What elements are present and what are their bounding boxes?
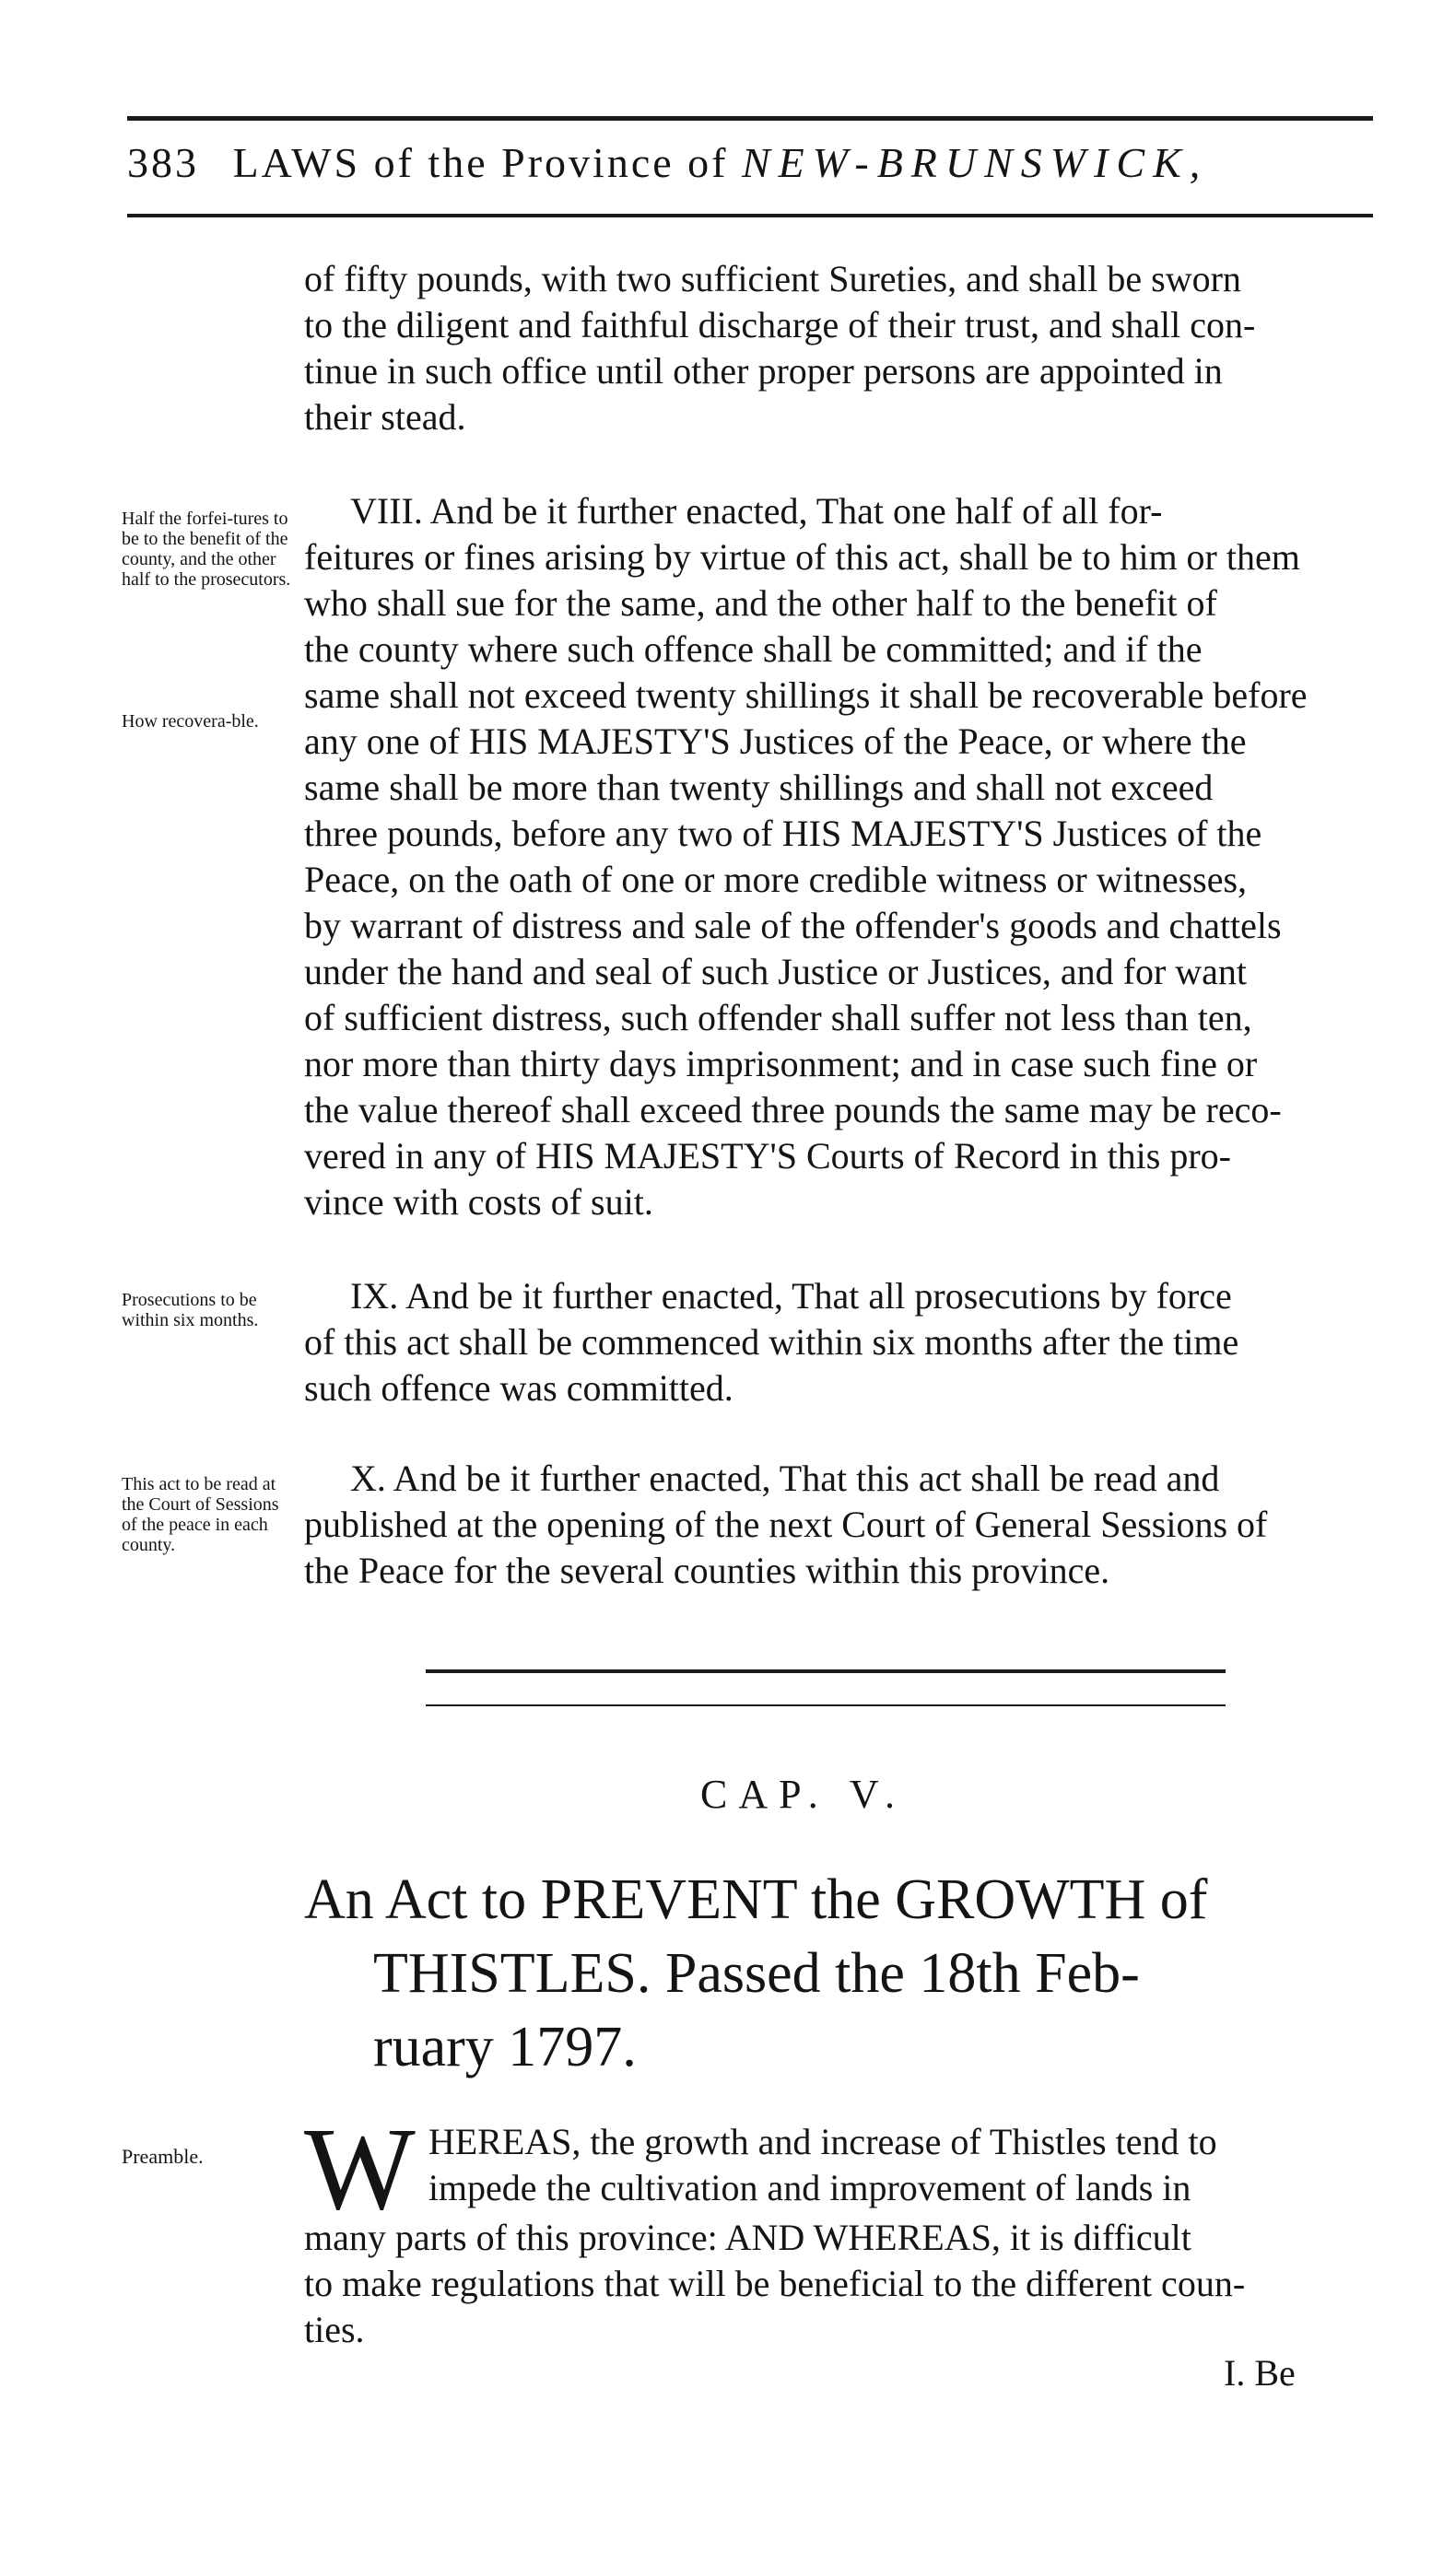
text-line: to make regulations that will be beneficial to the different coun- <box>304 2263 1246 2304</box>
header-province: NEW-BRUNSWICK, <box>741 139 1209 186</box>
text-line: published at the opening of the next Court of General Sessions of <box>304 1504 1268 1545</box>
page-number: 383 <box>127 139 199 186</box>
text-line: the value thereof shall exceed three pounds the same may be reco- <box>304 1089 1282 1130</box>
text-line: same shall be more than twenty shillings and shall not exceed <box>304 767 1214 808</box>
margin-note-preamble: Preamble. <box>122 2145 204 2168</box>
text-line: X. And be it further enacted, That this act shall be read and <box>350 1458 1220 1499</box>
text-line: ties. <box>304 2309 365 2350</box>
text-line: to the diligent and faithful discharge of their trust, and shall con- <box>304 304 1256 345</box>
running-header <box>127 138 1371 187</box>
header-top-rule <box>127 116 1373 121</box>
text-line: any one of HIS MAJESTY'S Justices of the Peace, or where the <box>304 720 1247 762</box>
section-x <box>304 1456 1364 1594</box>
continuation-paragraph <box>304 256 1364 440</box>
chapter-divider-rule-top <box>426 1669 1226 1673</box>
text-line: HEREAS, the growth and increase of Thistles tend to <box>428 2121 1217 2162</box>
margin-note-forfeitures: Half the forfei-tures to be to the benefit of the county, and the other half to the prosecutors. <box>122 509 291 590</box>
act-title-line: ruary 1797. <box>373 2016 637 2078</box>
text-line: vered in any of HIS MAJESTY'S Courts of Record in this pro- <box>304 1135 1231 1177</box>
text-line: of this act shall be commenced within six months after the time <box>304 1321 1239 1363</box>
section-ix <box>304 1273 1364 1411</box>
text-line: their stead. <box>304 396 466 438</box>
header-title-prefix: LAWS of the Province of <box>232 139 729 186</box>
margin-note-how-recoverable: How recovera-ble. <box>122 711 259 732</box>
text-line: Peace, on the oath of one or more credible witness or witnesses, <box>304 859 1248 900</box>
text-line: same shall not exceed twenty shillings it shall be recoverable before <box>304 674 1308 716</box>
text-line: the Peace for the several counties within this province. <box>304 1550 1110 1591</box>
text-line: many parts of this province: AND WHEREAS, it is difficult <box>304 2217 1191 2258</box>
text-line: such offence was committed. <box>304 1367 733 1409</box>
text-line: of fifty pounds, with two sufficient Sureties, and shall be sworn <box>304 258 1241 299</box>
text-line: of sufficient distress, such offender shall suffer not less than ten, <box>304 997 1252 1038</box>
text-line: who shall sue for the same, and the other half to the benefit of <box>304 582 1217 624</box>
catchword: I. Be <box>1224 2352 1296 2394</box>
preamble-paragraph <box>304 2103 1364 2353</box>
act-title-line: THISTLES. Passed the 18th Feb- <box>373 1942 1140 2005</box>
text-line: VIII. And be it further enacted, That one half of all for- <box>350 490 1163 532</box>
margin-note-prosecutions: Prosecutions to be within six months. <box>122 1290 259 1330</box>
drop-cap: W <box>304 2103 416 2234</box>
header-bottom-rule <box>127 214 1373 217</box>
text-line: three pounds, before any two of HIS MAJESTY'S Justices of the <box>304 813 1262 854</box>
chapter-divider-rule-bottom <box>426 1704 1226 1706</box>
text-line: vince with costs of suit. <box>304 1181 653 1223</box>
text-line: tinue in such office until other proper persons are appointed in <box>304 350 1223 392</box>
chapter-heading: CAP. V. <box>700 1772 907 1817</box>
act-title <box>304 1863 1373 2084</box>
text-line: IX. And be it further enacted, That all prosecutions by force <box>350 1275 1232 1317</box>
act-title-line: An Act to PREVENT the GROWTH of <box>304 1868 1208 1931</box>
text-line: by warrant of distress and sale of the offender's goods and chattels <box>304 905 1282 946</box>
text-line: nor more than thirty days imprisonment; and in case such fine or <box>304 1043 1258 1084</box>
margin-note-act-read: This act to be read at the Court of Sessions of the peace in each county. <box>122 1474 279 1555</box>
text-line: under the hand and seal of such Justice or Justices, and for want <box>304 951 1248 992</box>
section-viii <box>304 488 1364 1225</box>
text-line: the county where such offence shall be committed; and if the <box>304 628 1203 670</box>
text-line: feitures or fines arising by virtue of this act, shall be to him or them <box>304 536 1300 578</box>
text-line: impede the cultivation and improvement of lands in <box>428 2167 1191 2208</box>
